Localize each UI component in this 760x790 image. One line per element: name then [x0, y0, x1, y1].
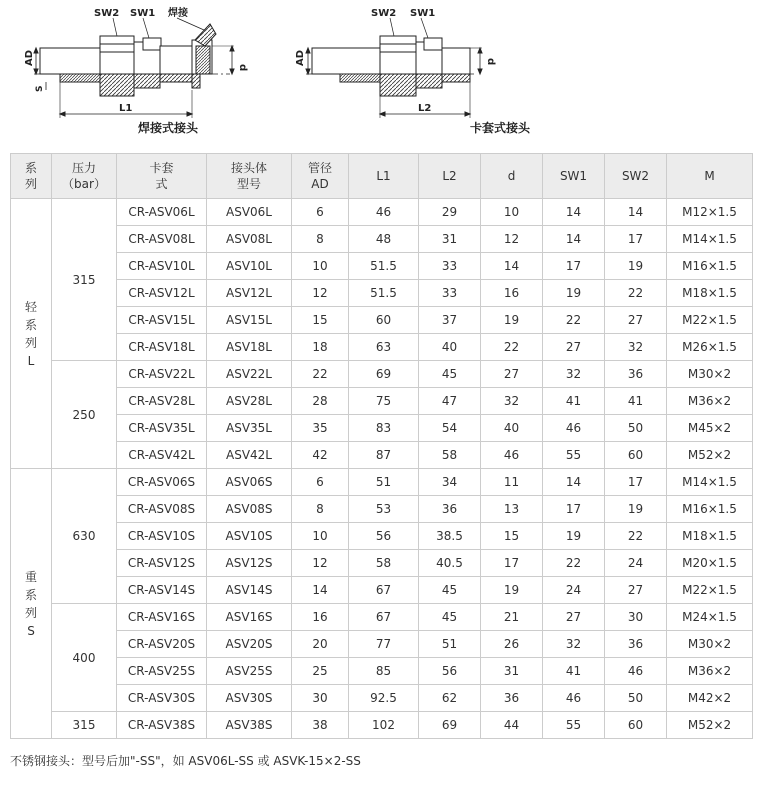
cell-d: 36	[481, 685, 543, 712]
table-row	[11, 550, 753, 577]
fitting-drawings	[0, 0, 760, 145]
cell-ad: 14	[292, 577, 349, 604]
cell-sw1: 32	[543, 361, 605, 388]
cell-l2: 51	[419, 631, 481, 658]
cell-l2: 29	[419, 199, 481, 226]
cell-sw1: 17	[543, 253, 605, 280]
header-m-line: M	[704, 169, 715, 183]
cell-m: M22×1.5	[667, 307, 753, 334]
table-row	[11, 280, 753, 307]
cell-sw1: 24	[543, 577, 605, 604]
header-ferrule-line: 卡套	[149, 161, 174, 175]
cell-sw1: 14	[543, 199, 605, 226]
header-ad	[292, 154, 349, 199]
pressure-cell: 400	[52, 604, 117, 712]
cell-body: ASV10L	[207, 253, 292, 280]
header-m	[667, 154, 753, 199]
cell-ad: 35	[292, 415, 349, 442]
cell-l2: 33	[419, 280, 481, 307]
cell-l2: 38.5	[419, 523, 481, 550]
cell-sw1: 55	[543, 442, 605, 469]
cell-sw2: 30	[605, 604, 667, 631]
cell-m: M14×1.5	[667, 226, 753, 253]
cell-d: 22	[481, 334, 543, 361]
cell-ad: 8	[292, 496, 349, 523]
cell-ferrule: CR-ASV15L	[117, 307, 207, 334]
header-ad-line: 管径	[307, 161, 332, 175]
table-row	[11, 577, 753, 604]
header-l1-line: L1	[376, 169, 391, 183]
cell-ad: 25	[292, 658, 349, 685]
cell-l2: 45	[419, 577, 481, 604]
caption-welded: 焊接式接头	[138, 121, 199, 135]
cell-ferrule: CR-ASV08L	[117, 226, 207, 253]
cell-body: ASV35L	[207, 415, 292, 442]
cell-m: M30×2	[667, 361, 753, 388]
cell-d: 14	[481, 253, 543, 280]
cell-ferrule: CR-ASV12S	[117, 550, 207, 577]
cell-sw2: 17	[605, 469, 667, 496]
table-row	[11, 307, 753, 334]
header-l2-line: L2	[442, 169, 457, 183]
cell-ad: 12	[292, 280, 349, 307]
cell-l2: 31	[419, 226, 481, 253]
cell-ad: 6	[292, 469, 349, 496]
cell-sw1: 41	[543, 388, 605, 415]
header-l1	[349, 154, 419, 199]
cell-l2: 40.5	[419, 550, 481, 577]
label-sw1-left: SW1	[130, 8, 156, 19]
cell-l1: 48	[349, 226, 419, 253]
table-header-row	[11, 154, 753, 199]
cell-m: M30×2	[667, 631, 753, 658]
ferrule-fitting-drawing	[306, 18, 482, 118]
cell-sw1: 22	[543, 307, 605, 334]
series-label-char: 轻	[24, 299, 37, 314]
cell-l1: 51.5	[349, 280, 419, 307]
cell-l2: 58	[419, 442, 481, 469]
pressure-cell: 315	[52, 712, 117, 739]
cell-ad: 10	[292, 523, 349, 550]
cell-l1: 77	[349, 631, 419, 658]
cell-l2: 54	[419, 415, 481, 442]
header-ferrule-line: 式	[155, 177, 168, 191]
pressure-cell: 630	[52, 469, 117, 604]
label-sw1-right: SW1	[410, 8, 436, 19]
series-label-char: 列	[24, 335, 37, 350]
cell-sw2: 19	[605, 253, 667, 280]
cell-d: 44	[481, 712, 543, 739]
cell-sw2: 60	[605, 442, 667, 469]
table-row	[11, 604, 753, 631]
cell-sw1: 27	[543, 334, 605, 361]
series-cell	[11, 199, 52, 469]
cell-l1: 56	[349, 523, 419, 550]
table-row	[11, 496, 753, 523]
cell-sw2: 60	[605, 712, 667, 739]
cell-ad: 28	[292, 388, 349, 415]
cell-ad: 6	[292, 199, 349, 226]
cell-sw1: 19	[543, 280, 605, 307]
cell-ferrule: CR-ASV20S	[117, 631, 207, 658]
cell-sw1: 22	[543, 550, 605, 577]
label-sw2-left: SW2	[94, 8, 120, 19]
series-label-char: 列	[24, 605, 37, 620]
header-d	[481, 154, 543, 199]
cell-ferrule: CR-ASV06L	[117, 199, 207, 226]
cell-d: 46	[481, 442, 543, 469]
cell-sw1: 19	[543, 523, 605, 550]
header-ferrule	[117, 154, 207, 199]
cell-sw2: 46	[605, 658, 667, 685]
cell-ad: 10	[292, 253, 349, 280]
cell-ad: 20	[292, 631, 349, 658]
cell-d: 12	[481, 226, 543, 253]
cell-ferrule: CR-ASV18L	[117, 334, 207, 361]
table-row	[11, 658, 753, 685]
cell-m: M12×1.5	[667, 199, 753, 226]
header-pressure	[52, 154, 117, 199]
cell-l2: 45	[419, 361, 481, 388]
header-series	[11, 154, 52, 199]
cell-d: 26	[481, 631, 543, 658]
cell-sw2: 22	[605, 280, 667, 307]
header-pressure-line: （bar）	[62, 177, 106, 191]
cell-m: M26×1.5	[667, 334, 753, 361]
cell-ad: 18	[292, 334, 349, 361]
cell-l1: 92.5	[349, 685, 419, 712]
label-l2: L2	[418, 103, 432, 114]
header-series-line: 列	[24, 177, 37, 191]
cell-l1: 75	[349, 388, 419, 415]
welded-fitting-drawing	[34, 18, 234, 118]
cell-sw2: 14	[605, 199, 667, 226]
cell-ferrule: CR-ASV42L	[117, 442, 207, 469]
cell-m: M52×2	[667, 712, 753, 739]
cell-d: 13	[481, 496, 543, 523]
cell-l2: 40	[419, 334, 481, 361]
cell-sw1: 46	[543, 685, 605, 712]
cell-ad: 42	[292, 442, 349, 469]
header-sw1-line: SW1	[559, 169, 588, 183]
cell-sw1: 46	[543, 415, 605, 442]
cell-d: 16	[481, 280, 543, 307]
cell-m: M36×2	[667, 388, 753, 415]
cell-sw1: 32	[543, 631, 605, 658]
cell-m: M36×2	[667, 658, 753, 685]
cell-ferrule: CR-ASV10L	[117, 253, 207, 280]
cell-ad: 22	[292, 361, 349, 388]
table-row	[11, 712, 753, 739]
cell-d: 40	[481, 415, 543, 442]
header-pressure-line: 压力	[71, 161, 96, 175]
cell-d: 19	[481, 577, 543, 604]
cell-l2: 69	[419, 712, 481, 739]
diagrams-area	[0, 0, 760, 145]
cell-l1: 87	[349, 442, 419, 469]
cell-l1: 67	[349, 577, 419, 604]
label-sw2-right: SW2	[371, 8, 397, 19]
cell-d: 31	[481, 658, 543, 685]
cell-m: M18×1.5	[667, 280, 753, 307]
table-row	[11, 253, 753, 280]
cell-sw2: 50	[605, 415, 667, 442]
label-d-right: d	[485, 58, 496, 66]
caption-ferrule: 卡套式接头	[470, 121, 531, 135]
table-row	[11, 199, 753, 226]
table-row	[11, 415, 753, 442]
cell-l1: 102	[349, 712, 419, 739]
header-sw1	[543, 154, 605, 199]
cell-sw2: 36	[605, 631, 667, 658]
cell-m: M16×1.5	[667, 496, 753, 523]
cell-sw1: 17	[543, 496, 605, 523]
cell-sw2: 22	[605, 523, 667, 550]
cell-sw2: 24	[605, 550, 667, 577]
cell-ferrule: CR-ASV10S	[117, 523, 207, 550]
series-label-char: S	[27, 623, 35, 638]
cell-body: ASV12L	[207, 280, 292, 307]
cell-body: ASV14S	[207, 577, 292, 604]
cell-ad: 12	[292, 550, 349, 577]
cell-body: ASV08L	[207, 226, 292, 253]
header-series-line: 系	[24, 161, 37, 175]
footnote: 不锈钢接头：型号后加"-SS"，如 ASV06L-SS 或 ASVK-15×2-SS	[10, 754, 361, 768]
cell-sw1: 41	[543, 658, 605, 685]
cell-m: M45×2	[667, 415, 753, 442]
table-row	[11, 388, 753, 415]
cell-l2: 47	[419, 388, 481, 415]
cell-l2: 37	[419, 307, 481, 334]
cell-d: 17	[481, 550, 543, 577]
cell-sw2: 27	[605, 307, 667, 334]
cell-l2: 45	[419, 604, 481, 631]
series-label-char: L	[27, 353, 35, 368]
cell-m: M22×1.5	[667, 577, 753, 604]
cell-m: M18×1.5	[667, 523, 753, 550]
table-row	[11, 361, 753, 388]
cell-body: ASV18L	[207, 334, 292, 361]
table-body	[11, 199, 753, 739]
cell-d: 11	[481, 469, 543, 496]
header-body-line: 接头体	[230, 161, 267, 175]
cell-body: ASV30S	[207, 685, 292, 712]
cell-sw2: 32	[605, 334, 667, 361]
series-label-char: 系	[24, 587, 37, 602]
cell-ad: 8	[292, 226, 349, 253]
header-body	[207, 154, 292, 199]
cell-body: ASV28L	[207, 388, 292, 415]
cell-l1: 51.5	[349, 253, 419, 280]
cell-l2: 62	[419, 685, 481, 712]
cell-ferrule: CR-ASV25S	[117, 658, 207, 685]
table-row	[11, 469, 753, 496]
cell-l1: 67	[349, 604, 419, 631]
cell-sw2: 41	[605, 388, 667, 415]
cell-m: M52×2	[667, 442, 753, 469]
series-label-char: 重	[24, 569, 37, 584]
cell-m: M16×1.5	[667, 253, 753, 280]
cell-body: ASV20S	[207, 631, 292, 658]
series-cell	[11, 469, 52, 739]
series-label-char: 系	[24, 317, 37, 332]
header-l2	[419, 154, 481, 199]
cell-body: ASV10S	[207, 523, 292, 550]
cell-m: M24×1.5	[667, 604, 753, 631]
header-d-line: d	[507, 169, 516, 183]
pressure-cell: 315	[52, 199, 117, 361]
pressure-cell: 250	[52, 361, 117, 469]
label-weld: 焊接	[168, 8, 188, 19]
cell-ferrule: CR-ASV38S	[117, 712, 207, 739]
cell-l1: 53	[349, 496, 419, 523]
cell-ferrule: CR-ASV08S	[117, 496, 207, 523]
cell-body: ASV06L	[207, 199, 292, 226]
cell-ferrule: CR-ASV06S	[117, 469, 207, 496]
cell-ferrule: CR-ASV12L	[117, 280, 207, 307]
cell-l2: 56	[419, 658, 481, 685]
cell-d: 19	[481, 307, 543, 334]
spec-table	[10, 153, 753, 739]
label-l1: L1	[119, 103, 133, 114]
cell-body: ASV22L	[207, 361, 292, 388]
cell-d: 21	[481, 604, 543, 631]
cell-ad: 16	[292, 604, 349, 631]
cell-l1: 85	[349, 658, 419, 685]
cell-body: ASV25S	[207, 658, 292, 685]
cell-ferrule: CR-ASV35L	[117, 415, 207, 442]
cell-l2: 36	[419, 496, 481, 523]
cell-body: ASV38S	[207, 712, 292, 739]
cell-ferrule: CR-ASV30S	[117, 685, 207, 712]
cell-sw1: 27	[543, 604, 605, 631]
cell-body: ASV15L	[207, 307, 292, 334]
cell-l1: 60	[349, 307, 419, 334]
cell-l1: 69	[349, 361, 419, 388]
cell-body: ASV16S	[207, 604, 292, 631]
cell-l1: 58	[349, 550, 419, 577]
cell-ferrule: CR-ASV14S	[117, 577, 207, 604]
header-sw2-line: SW2	[621, 169, 650, 183]
cell-ferrule: CR-ASV22L	[117, 361, 207, 388]
cell-l2: 34	[419, 469, 481, 496]
cell-body: ASV08S	[207, 496, 292, 523]
cell-ad: 38	[292, 712, 349, 739]
table-row	[11, 226, 753, 253]
table-row	[11, 334, 753, 361]
table-row	[11, 523, 753, 550]
cell-l1: 63	[349, 334, 419, 361]
cell-d: 10	[481, 199, 543, 226]
table-row	[11, 631, 753, 658]
cell-ferrule: CR-ASV28L	[117, 388, 207, 415]
label-ad-left: AD	[24, 49, 35, 66]
cell-body: ASV06S	[207, 469, 292, 496]
cell-l1: 51	[349, 469, 419, 496]
cell-d: 27	[481, 361, 543, 388]
cell-sw1: 14	[543, 226, 605, 253]
label-ad-right: AD	[295, 49, 306, 66]
table-row	[11, 685, 753, 712]
cell-sw1: 14	[543, 469, 605, 496]
cell-ad: 30	[292, 685, 349, 712]
cell-l1: 83	[349, 415, 419, 442]
cell-ad: 15	[292, 307, 349, 334]
label-d-left: d	[237, 64, 248, 72]
header-body-line: 型号	[236, 177, 261, 191]
header-ad-line: AD	[311, 177, 329, 191]
cell-d: 15	[481, 523, 543, 550]
cell-m: M14×1.5	[667, 469, 753, 496]
cell-sw2: 27	[605, 577, 667, 604]
cell-sw2: 19	[605, 496, 667, 523]
cell-body: ASV12S	[207, 550, 292, 577]
cell-sw1: 55	[543, 712, 605, 739]
cell-m: M20×1.5	[667, 550, 753, 577]
cell-body: ASV42L	[207, 442, 292, 469]
cell-d: 32	[481, 388, 543, 415]
cell-sw2: 17	[605, 226, 667, 253]
cell-sw2: 50	[605, 685, 667, 712]
label-s: S	[35, 85, 45, 92]
header-sw2	[605, 154, 667, 199]
table-row	[11, 442, 753, 469]
cell-ferrule: CR-ASV16S	[117, 604, 207, 631]
cell-l2: 33	[419, 253, 481, 280]
cell-l1: 46	[349, 199, 419, 226]
cell-sw2: 36	[605, 361, 667, 388]
cell-m: M42×2	[667, 685, 753, 712]
